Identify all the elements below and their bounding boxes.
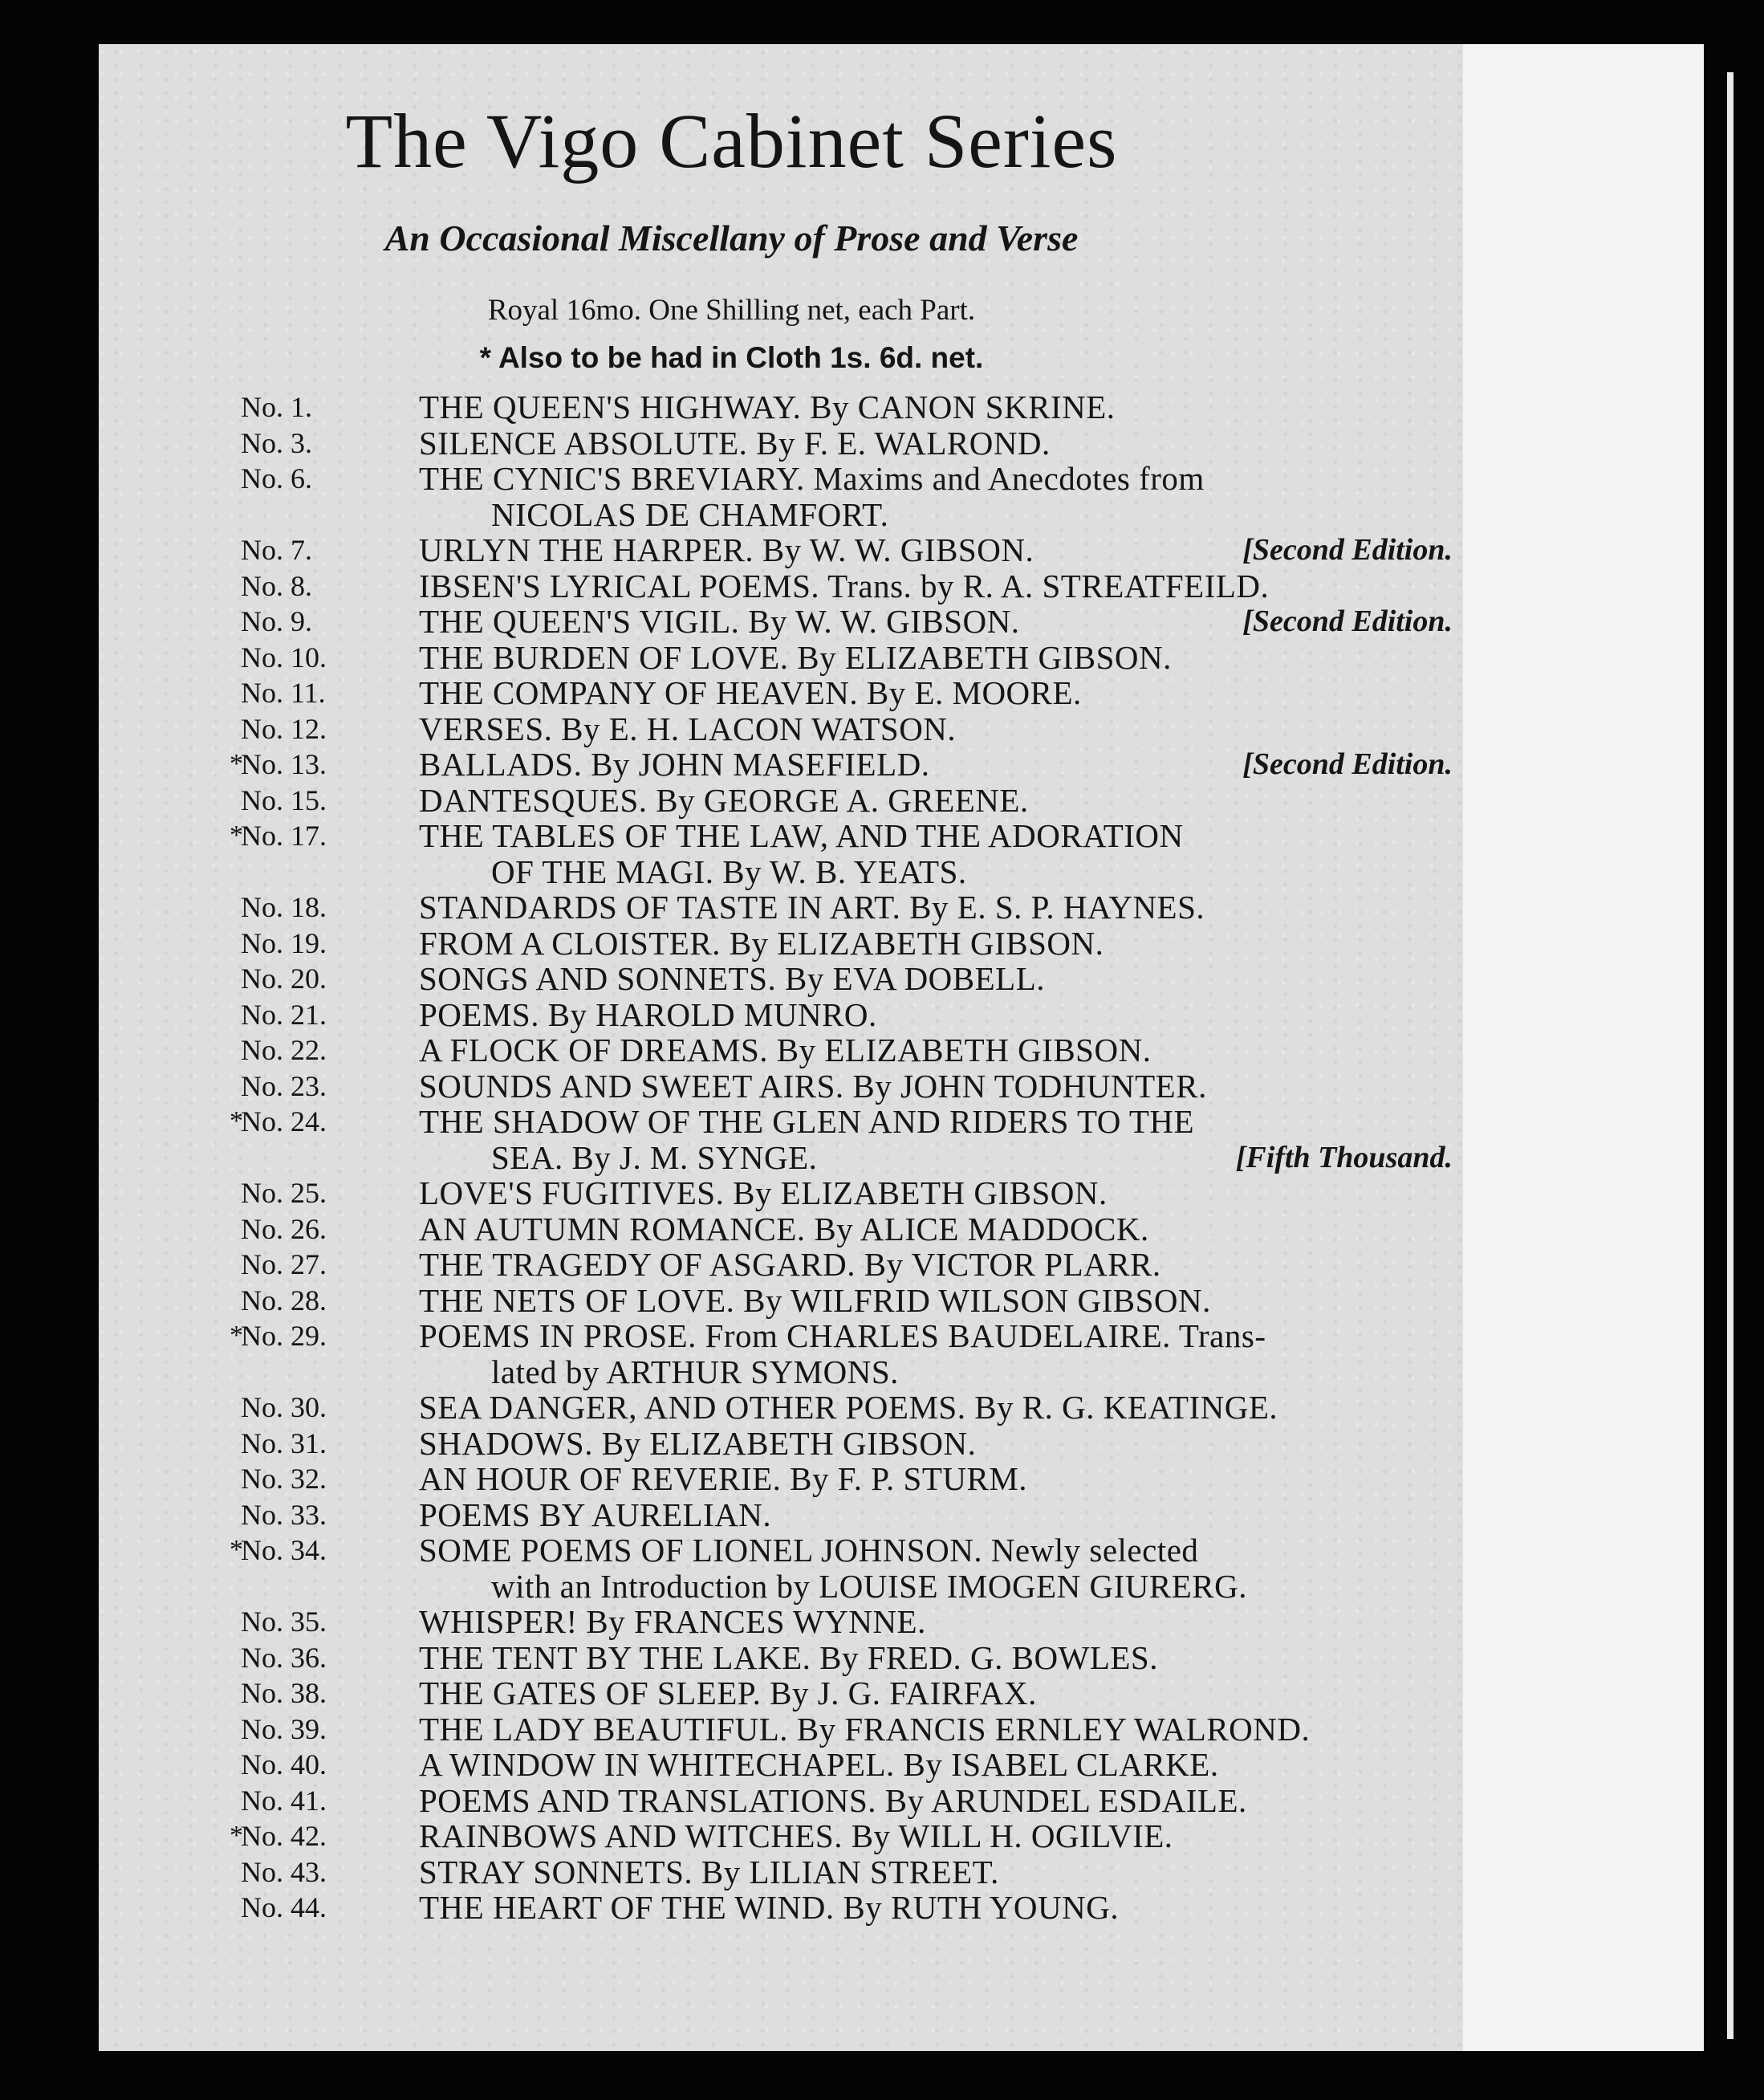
list-item [241, 1604, 1453, 1640]
edition-note: [Second Edition. [1242, 747, 1453, 781]
cloth-edition-marker: * [230, 1321, 243, 1350]
list-item [241, 1497, 1453, 1533]
item-title: THE BURDEN OF LOVE. By ELIZABETH GIBSON. [419, 638, 1172, 676]
item-text [419, 926, 1453, 962]
item-title: AN HOUR OF REVERIE. By F. P. STURM. [419, 1460, 1028, 1497]
edition-note: [Fifth Thousand. [1235, 1140, 1453, 1174]
item-title: THE NETS OF LOVE. By WILFRID WILSON GIBSON. [419, 1281, 1211, 1319]
item-text [419, 1532, 1453, 1569]
list-item [241, 604, 1453, 640]
list-item [241, 1747, 1453, 1783]
item-title: THE QUEEN'S VIGIL. By W. W. GIBSON. [419, 603, 1020, 640]
list-item [241, 1068, 1453, 1105]
item-number: No. 40. [241, 1748, 327, 1781]
item-number: No. 41. [241, 1784, 327, 1817]
list-item [241, 783, 1453, 819]
item-title: OF THE MAGI. By W. B. YEATS. [491, 853, 967, 890]
item-title: POEMS AND TRANSLATIONS. By ARUNDEL ESDAILE. [419, 1781, 1247, 1819]
item-title: SEA DANGER, AND OTHER POEMS. By R. G. KEATINGE. [419, 1389, 1278, 1426]
list-item [241, 1461, 1453, 1497]
item-title: STANDARDS OF TASTE IN ART. By E. S. P. HAYNES. [419, 889, 1205, 926]
item-number: No. 10. [241, 641, 327, 674]
list-item [241, 926, 1453, 962]
page-edge [1727, 72, 1734, 2039]
format-line: Royal 16mo. One Shilling net, each Part. [487, 294, 976, 327]
item-title: SILENCE ABSOLUTE. By F. E. WALROND. [419, 424, 1051, 462]
item-number: No. 12. [241, 712, 327, 745]
item-title: VERSES. By E. H. LACON WATSON. [419, 710, 957, 747]
list-item [241, 1640, 1453, 1676]
item-text [419, 425, 1453, 462]
list-item [241, 1426, 1453, 1462]
item-number: No. 35. [241, 1606, 327, 1638]
list-item [241, 1211, 1453, 1247]
item-text [419, 1032, 1453, 1068]
item-number: No. 9. [241, 605, 312, 637]
list-item [241, 1711, 1453, 1748]
item-text [419, 818, 1453, 854]
list-item [241, 1569, 1453, 1605]
list-item [241, 640, 1453, 676]
item-number: No. 7. [241, 534, 312, 566]
item-text [419, 1461, 1453, 1497]
item-text [419, 783, 1453, 819]
list-item [241, 997, 1453, 1033]
item-title: AN AUTUMN ROMANCE. By ALICE MADDOCK. [419, 1210, 1149, 1247]
item-text [419, 1747, 1453, 1783]
item-title: THE GATES OF SLEEP. By J. G. FAIRFAX. [419, 1675, 1037, 1711]
item-text [491, 497, 1453, 533]
item-number: No. 15. [241, 783, 327, 816]
item-title: THE CYNIC'S BREVIARY. Maxims and Anecdotes from [419, 460, 1205, 497]
item-title: THE TRAGEDY OF ASGARD. By VICTOR PLARR. [419, 1246, 1161, 1283]
item-text [419, 997, 1453, 1033]
item-number: No. 19. [241, 926, 327, 959]
list-item [241, 1283, 1453, 1319]
item-text [419, 1211, 1453, 1247]
item-title: SOUNDS AND SWEET AIRS. By JOHN TODHUNTER. [419, 1067, 1207, 1105]
item-title: THE SHADOW OF THE GLEN AND RIDERS TO THE [419, 1103, 1195, 1140]
item-text [419, 1783, 1453, 1819]
list-item [230, 1103, 1453, 1140]
item-text [491, 1354, 1453, 1390]
item-number: No. 44. [241, 1891, 327, 1923]
item-text [419, 1390, 1453, 1426]
list-item [241, 1783, 1453, 1819]
item-number: No. 33. [241, 1498, 327, 1531]
item-title: THE QUEEN'S HIGHWAY. By CANON SKRINE. [419, 389, 1116, 425]
cloth-edition-marker: * [230, 1106, 243, 1136]
item-number: No. 8. [241, 569, 312, 602]
cloth-edition-marker: * [230, 820, 243, 850]
list-item [241, 854, 1453, 890]
item-title: IBSEN'S LYRICAL POEMS. Trans. by R. A. STREATFEILD. [419, 567, 1270, 604]
item-number: No. 36. [241, 1641, 327, 1674]
item-title: A WINDOW IN WHITECHAPEL. By ISABEL CLARKE. [419, 1746, 1219, 1783]
list-item [241, 1032, 1453, 1068]
cloth-edition-marker: * [230, 749, 243, 779]
list-item [241, 1854, 1453, 1890]
item-number: No. 27. [241, 1248, 327, 1280]
item-title: THE COMPANY OF HEAVEN. By E. MOORE. [419, 674, 1082, 711]
list-item [241, 497, 1453, 533]
page-subtitle: An Occasional Miscellany of Prose and Verse [384, 218, 1079, 258]
list-item [241, 1390, 1453, 1426]
item-number: No. 22. [241, 1034, 327, 1066]
item-title: THE LADY BEAUTIFUL. By FRANCIS ERNLEY WALROND. [419, 1710, 1311, 1748]
item-number: No. 25. [241, 1177, 327, 1209]
item-text [491, 1140, 1453, 1176]
series-list [230, 389, 1453, 1926]
item-text [419, 961, 1453, 997]
item-text [419, 1283, 1453, 1319]
item-number: No. 11. [241, 677, 326, 709]
item-title: POEMS BY AURELIAN. [419, 1496, 772, 1533]
list-item [241, 1247, 1453, 1283]
item-title: DANTESQUES. By GEORGE A. GREENE. [419, 781, 1029, 819]
edition-note: [Second Edition. [1242, 604, 1453, 638]
item-number: No. 21. [241, 998, 327, 1031]
item-title: STRAY SONNETS. By LILIAN STREET. [419, 1853, 999, 1890]
item-text [419, 1497, 1453, 1533]
item-number: No. 29. [241, 1320, 327, 1352]
list-item [241, 711, 1453, 747]
item-number: No. 17. [241, 820, 327, 852]
item-title: A FLOCK OF DREAMS. By ELIZABETH GIBSON. [419, 1032, 1152, 1068]
item-text [419, 640, 1453, 676]
item-number: No. 6. [241, 462, 312, 494]
item-title: RAINBOWS AND WITCHES. By WILL H. OGILVIE. [419, 1817, 1173, 1854]
item-text [419, 1318, 1453, 1354]
item-text [419, 1890, 1453, 1926]
item-number: No. 26. [241, 1212, 327, 1245]
item-text [419, 1426, 1453, 1462]
list-item [230, 1817, 1453, 1854]
list-item [241, 675, 1453, 711]
item-text [419, 1818, 1453, 1854]
item-title: SONGS AND SONNETS. By EVA DOBELL. [419, 960, 1046, 997]
list-item [230, 817, 1453, 854]
item-title: WHISPER! By FRANCES WYNNE. [419, 1603, 926, 1640]
item-text [419, 1068, 1453, 1105]
item-text [419, 461, 1453, 497]
list-item [241, 961, 1453, 997]
item-title: SHADOWS. By ELIZABETH GIBSON. [419, 1424, 977, 1462]
list-item [241, 532, 1453, 568]
item-number: No. 24. [241, 1105, 327, 1138]
item-title: THE TABLES OF THE LAW, AND THE ADORATION [419, 817, 1184, 854]
item-text [491, 854, 1453, 890]
item-text [419, 1247, 1453, 1283]
item-text [419, 889, 1453, 926]
list-item [241, 889, 1453, 926]
page-margin-strip [1463, 44, 1704, 2051]
item-text [419, 1604, 1453, 1640]
item-number: No. 1. [241, 391, 312, 423]
item-title: SOME POEMS OF LIONEL JOHNSON. Newly selected [419, 1532, 1199, 1569]
item-text [419, 675, 1453, 711]
item-text [419, 1640, 1453, 1676]
item-title: BALLADS. By JOHN MASEFIELD. [419, 746, 930, 783]
item-text [491, 1569, 1453, 1605]
list-item [241, 568, 1453, 604]
item-text [419, 604, 1453, 640]
list-item [241, 1354, 1453, 1390]
item-number: No. 43. [241, 1855, 327, 1888]
list-item [241, 1175, 1453, 1211]
item-title: with an Introduction by LOUISE IMOGEN GIURERG. [491, 1567, 1247, 1605]
item-title: URLYN THE HARPER. By W. W. GIBSON. [419, 531, 1034, 568]
list-item [241, 1140, 1453, 1176]
item-number: No. 32. [241, 1463, 327, 1495]
item-number: No. 28. [241, 1284, 327, 1317]
item-number: No. 23. [241, 1069, 327, 1102]
item-text [419, 568, 1453, 604]
list-item [230, 1317, 1453, 1354]
item-title: FROM A CLOISTER. By ELIZABETH GIBSON. [419, 924, 1104, 962]
item-number: No. 20. [241, 962, 327, 995]
item-number: No. 38. [241, 1677, 327, 1709]
list-item [241, 389, 1453, 425]
item-title: SEA. By J. M. SYNGE. [491, 1138, 818, 1176]
cloth-note: * Also to be had in Cloth 1s. 6d. net. [479, 341, 984, 374]
item-text [419, 1711, 1453, 1748]
list-item [241, 425, 1453, 462]
item-title: POEMS. By HAROLD MUNRO. [419, 995, 877, 1033]
item-title: lated by ARTHUR SYMONS. [491, 1353, 899, 1390]
item-text [419, 1104, 1453, 1140]
item-number: No. 3. [241, 426, 312, 459]
item-title: NICOLAS DE CHAMFORT. [491, 495, 889, 533]
item-text [419, 1175, 1453, 1211]
item-number: No. 30. [241, 1391, 327, 1423]
list-item [241, 1890, 1453, 1926]
item-text [419, 1675, 1453, 1711]
item-title: LOVE'S FUGITIVES. By ELIZABETH GIBSON. [419, 1174, 1108, 1211]
item-text [419, 532, 1453, 568]
cloth-edition-marker: * [230, 1535, 243, 1565]
item-text [419, 711, 1453, 747]
item-number: No. 13. [241, 748, 327, 780]
item-title: THE HEART OF THE WIND. By RUTH YOUNG. [419, 1889, 1120, 1926]
cloth-edition-marker: * [230, 1821, 243, 1850]
item-title: THE TENT BY THE LAKE. By FRED. G. BOWLES. [419, 1638, 1158, 1676]
item-number: No. 18. [241, 891, 327, 923]
page-title: The Vigo Cabinet Series [345, 98, 1118, 184]
item-number: No. 42. [241, 1820, 327, 1852]
item-number: No. 31. [241, 1426, 327, 1459]
list-item [230, 1532, 1453, 1569]
list-item [230, 746, 1453, 783]
item-text [419, 747, 1453, 783]
item-number: No. 34. [241, 1534, 327, 1566]
edition-note: [Second Edition. [1242, 533, 1453, 567]
item-text [419, 389, 1453, 425]
item-title: POEMS IN PROSE. From CHARLES BAUDELAIRE. Trans- [419, 1317, 1266, 1354]
item-text [419, 1854, 1453, 1890]
item-number: No. 39. [241, 1712, 327, 1745]
list-item [241, 461, 1453, 497]
list-item [241, 1675, 1453, 1711]
